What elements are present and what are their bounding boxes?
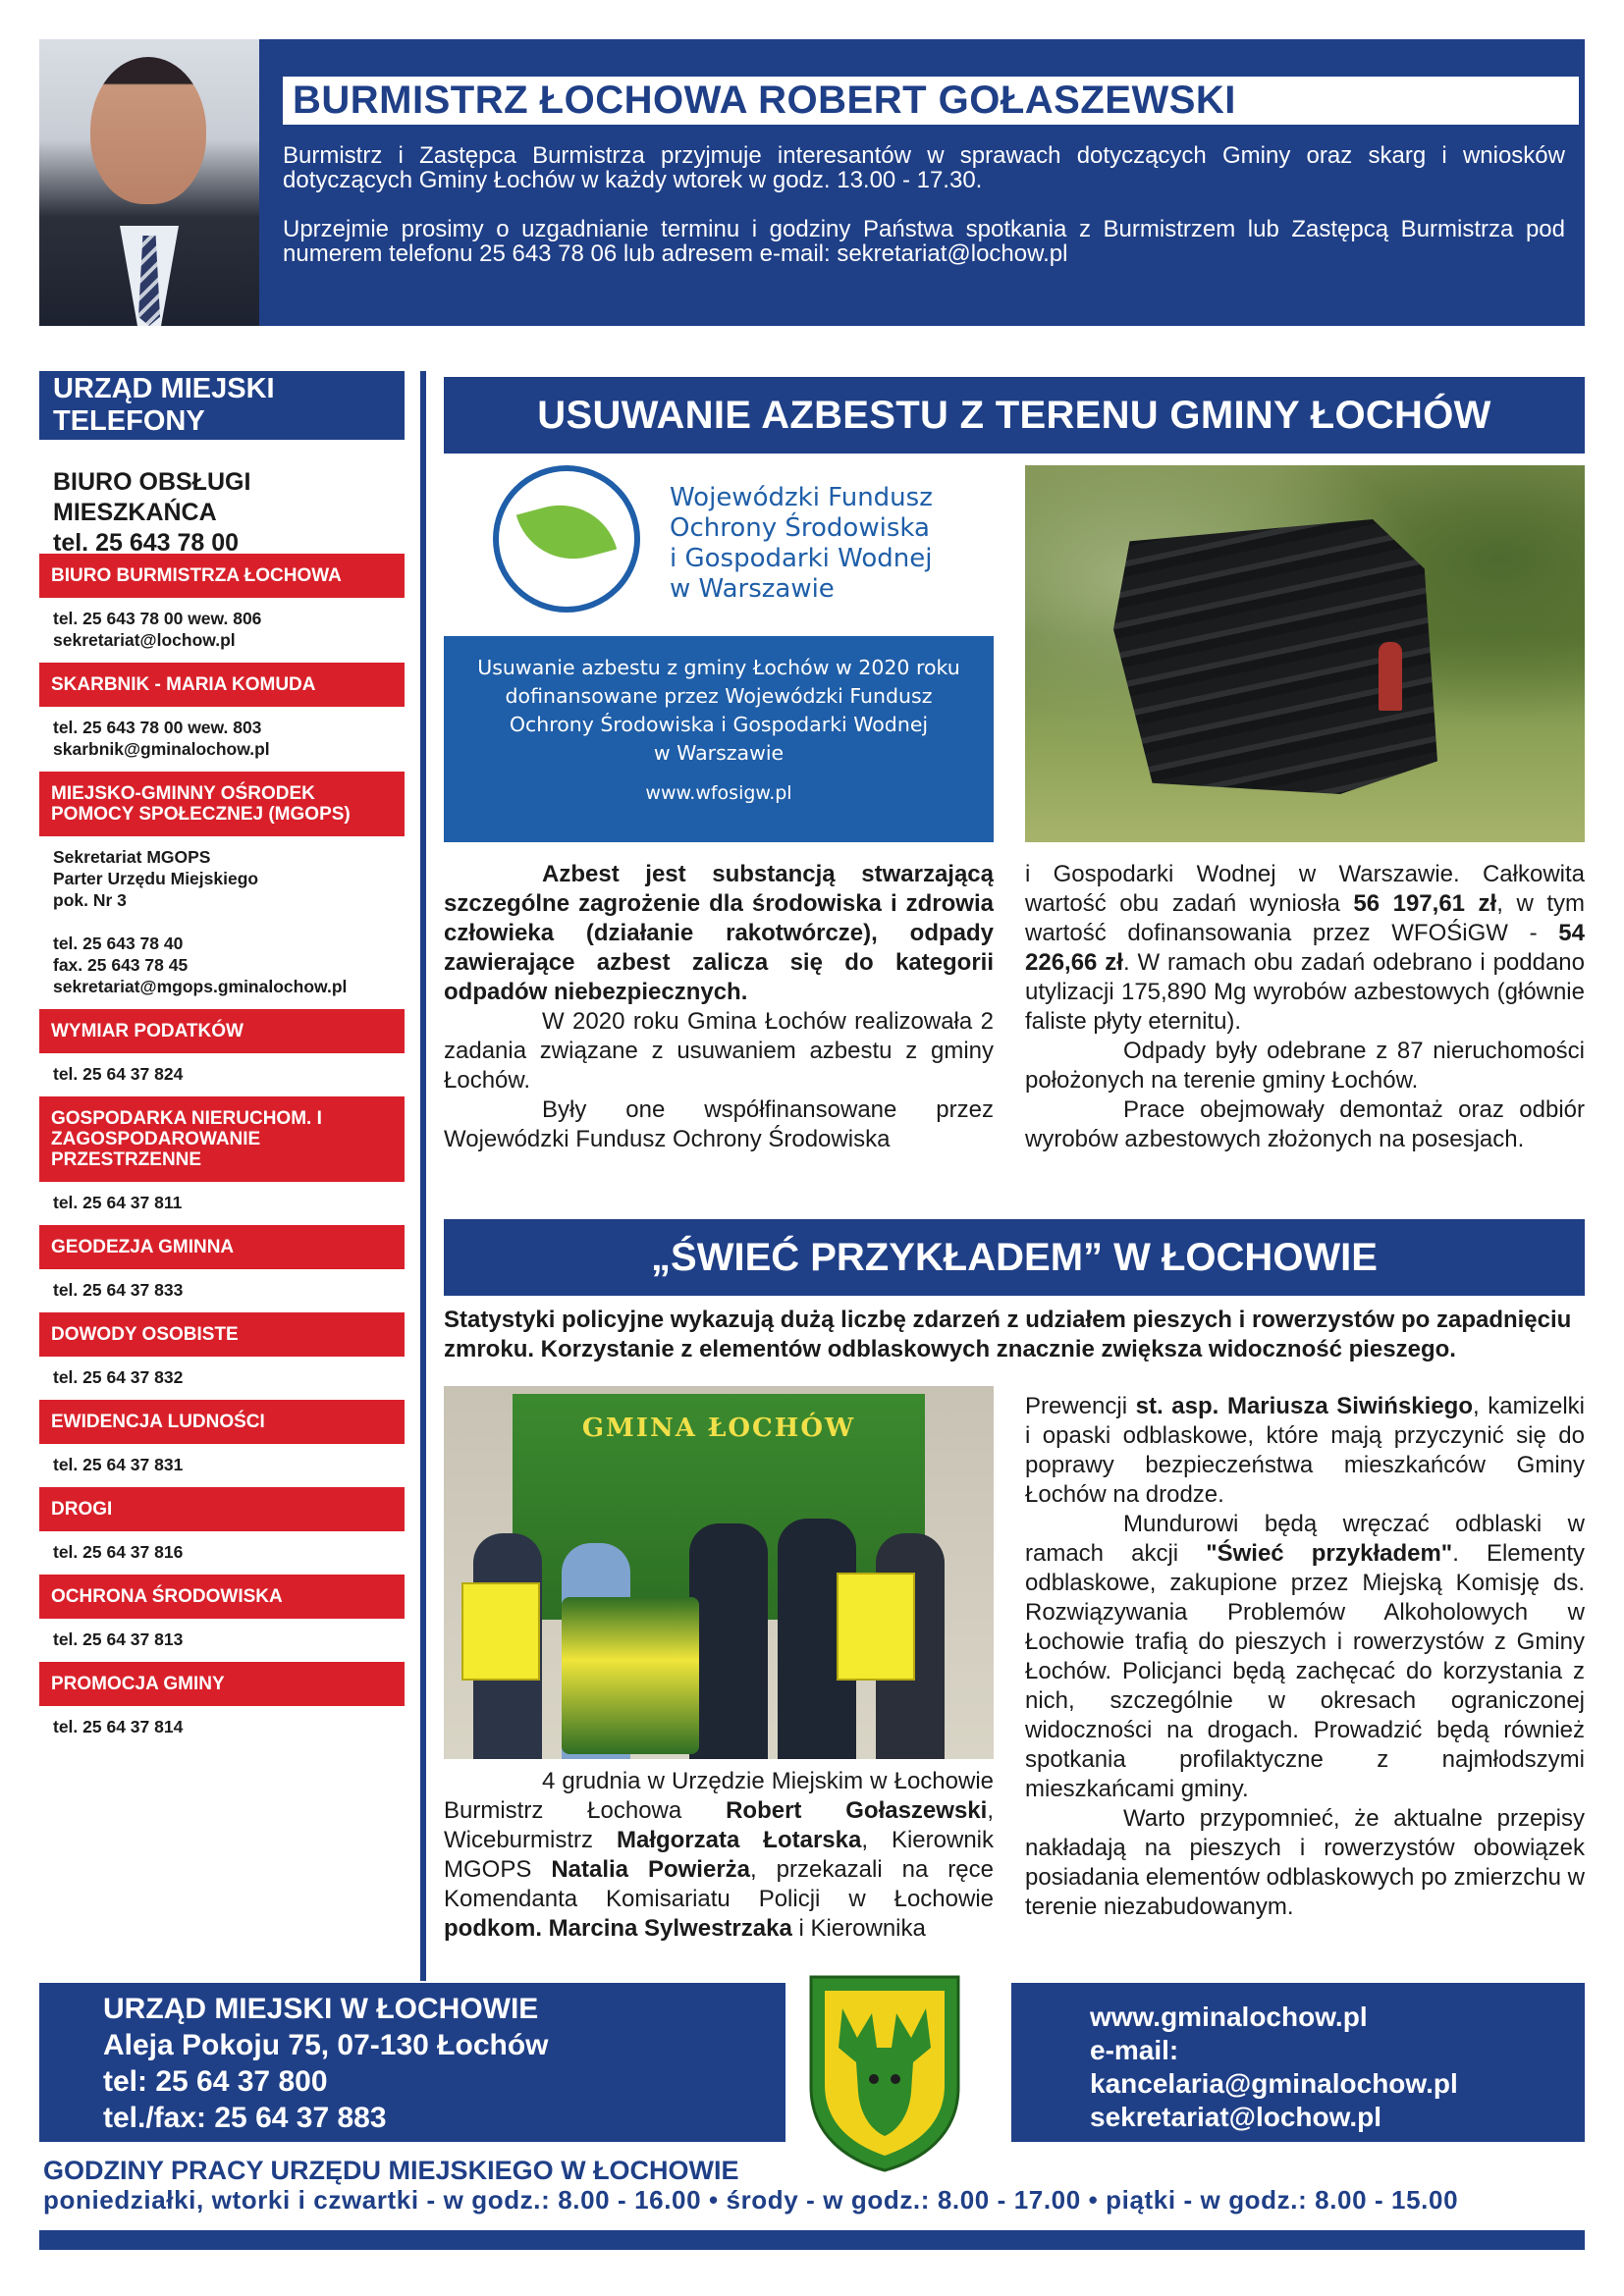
logo-line: w Warszawie [670,574,835,604]
swiec-paragraph [1025,1392,1585,1510]
asbestos-paragraph: Prace obejmowały demontaż oraz odbiór wyrobów azbestowych złożonych na posesjach. [1025,1096,1585,1152]
swiec-title: „ŚWIEĆ PRZYKŁADEM” W ŁOCHOWIE [444,1219,1585,1296]
bottom-strip [39,2230,1585,2250]
sidebar-title: URZĄD MIEJSKI TELEFONY [39,371,405,440]
sidebar-section-heading: OCHRONA ŚRODOWISKA [39,1575,405,1619]
footer-contact [1090,2001,1458,2134]
asbestos-lead: Azbest jest substancją stwarzającą szczególne zagrożenie dla środowiska i zdrowia człowieka (działanie rakotwórcze), odpady zawierające azbest zalicza się do kategorii odpadów niebezpiecznych. [444,861,994,1005]
email-link[interactable]: sekretariat@lochow.pl [1090,2102,1382,2132]
asbestos-paragraph: W 2020 roku Gmina Łochów realizowała 2 zadania związane z usuwaniem azbestu z gminy Łochów. [444,1008,994,1094]
swiec-lead: Statystyki policyjne wykazują dużą liczbę zdarzeń z udziałem pieszych i rowerzystów po zapadnięciu zmroku. Korzystanie z elementów odblaskowych znacznie zwiększa widoczność pieszego. [444,1307,1572,1362]
reflective-vest [837,1573,915,1681]
sidebar-sections [39,554,405,1749]
header-top-strip [39,39,1585,73]
sidebar-section-heading: WYMIAR PODATKÓW [39,1009,405,1053]
sidebar-info-line: pok. Nr 3 [53,890,127,910]
gmina-banner-text: GMINA ŁOCHÓW [581,1414,856,1443]
office-fax: tel./fax: 25 64 37 883 [103,2102,387,2134]
name-bold: Natalia Powierża [551,1856,751,1883]
header-paragraph: Burmistrz i Zastępca Burmistrza przyjmuje interesantów w sprawach dotyczących Gminy oraz skarg i wniosków dotyczących Gminy Łochów w każdy wtorek w godz. 13.00 - 17.30. [283,142,1565,193]
sidebar-info-line: sekretariat@mgops.gminalochow.pl [53,977,348,996]
page-title: BURMISTRZ ŁOCHOWA ROBERT GOŁASZEWSKI [283,77,1579,125]
header-paragraph: Uprzejmie prosimy o uzgadnianie terminu i godziny Państwa spotkania z Burmistrzem lub Zastępcą Burmistrza pod numerem telefonu 25 643 78 06 lub adresem e-mail: sekretariat@lochow.pl [283,216,1565,267]
text-run: i Gospodarki Wodnej w Warszawie. Całkowita wartość obu zadań wyniosła [1025,861,1585,917]
asbestos-paragraph [444,860,994,1007]
text-run: , w tym wartość dofinansowania przez WFOŚiGW - [1025,890,1585,946]
sidebar-info-line: tel. 25 64 37 814 [53,1717,184,1736]
asbestos-paragraph [1025,860,1585,1037]
reflective-vest [461,1582,540,1681]
text-run: Mundurowi będą wręczać odblaski w ramach akcji [1025,1511,1585,1567]
header-text [283,143,1565,291]
sidebar-info-line: skarbnik@gminalochow.pl [53,739,270,759]
coat-of-arms-icon [803,1969,966,2175]
office-address: Aleja Pokoju 75, 07-130 Łochów [103,2029,549,2061]
sidebar-info-line: tel. 25 64 37 813 [53,1629,184,1649]
mayor-photo-face [90,57,206,204]
person [689,1523,768,1759]
swiec-paragraph: Warto przypomnieć, że aktualne przepisy nakładają na pieszych i rowerzystów obowiązek posiadania elementów odblaskowych po zmierzchu w terenie niezabudowanym. [1025,1805,1585,1920]
sidebar-office [39,440,405,557]
asbestos-column-1 [444,860,994,1154]
name-bold: podkom. Marcina Sylwestrzaka [444,1915,792,1942]
sidebar-section-heading: MIEJSKO-GMINNY OŚRODEK POMOCY SPOŁECZNEJ (MGOPS) [39,772,405,836]
sidebar-section-info [39,1182,405,1225]
name-bold: Robert Gołaszewski [726,1797,988,1824]
swiec-column-1 [444,1767,994,1944]
logo-line: Wojewódzki Fundusz [670,483,933,512]
text-run: i Kierownika [791,1915,926,1942]
sidebar-section-heading: DOWODY OSOBISTE [39,1312,405,1357]
sidebar-info-line: fax. 25 643 78 45 [53,955,189,975]
sidebar-section-info [39,1053,405,1096]
sidebar-info-line: tel. 25 64 37 824 [53,1064,184,1084]
sidebar-info-line: sekretariat@lochow.pl [53,630,236,650]
sidebar-section-info [39,1706,405,1749]
sidebar-info-line: tel. 25 64 37 816 [53,1542,184,1562]
promo-stand [562,1597,699,1754]
sidebar-info-line: Parter Urzędu Miejskiego [53,869,259,888]
banner-line: Ochrony Środowiska i Gospodarki Wodnej [509,713,929,736]
email-link[interactable]: kancelaria@gminalochow.pl [1090,2068,1458,2099]
sidebar-section-info [39,707,405,772]
banner-line: Usuwanie azbestu z gminy Łochów w 2020 roku [477,656,960,679]
office-name: BIURO OBSŁUGI MIESZKAŃCA [53,468,251,526]
sidebar-info-line: tel. 25 643 78 00 wew. 806 [53,609,262,628]
sidebar-section-heading: GOSPODARKA NIERUCHOM. I ZAGOSPODAROWANIE PRZESTRZENNE [39,1096,405,1182]
wfos-logo [444,465,994,632]
sidebar-info-line: tel. 25 64 37 833 [53,1280,184,1300]
text-run: , Wiceburmistrz [444,1797,994,1853]
mayor-photo [39,39,259,326]
asbestos-title: USUWANIE AZBESTU Z TERENU GMINY ŁOCHÓW [444,377,1585,454]
sidebar-section-heading: PROMOCJA GMINY [39,1662,405,1706]
campaign-name: "Świeć przykładem" [1206,1540,1453,1567]
sidebar-section-heading: SKARBNIK - MARIA KOMUDA [39,663,405,707]
sidebar-info-line: Sekretariat MGOPS [53,847,211,867]
name-bold: Małgorzata Łotarska [616,1827,862,1853]
hours-text: poniedziałki, wtorki i czwartki - w godz.: 8.00 - 16.00 • środy - w godz.: 8.00 - 17.00 • piątki - w godz.: 8.00 - 15.00 [43,2185,1459,2215]
email-label: e-mail: [1090,2035,1179,2065]
sidebar-section-info [39,836,405,1009]
total-value: 56 197,61 zł [1353,890,1497,917]
sidebar-section-heading: EWIDENCJA LUDNOŚCI [39,1400,405,1444]
asbestos-paragraph: Odpady były odebrane z 87 nieruchomości położonych na terenie gminy Łochów. [1025,1038,1585,1094]
sidebar-info-line: tel. 25 643 78 00 wew. 803 [53,718,262,737]
asbestos-paragraph: Były one współfinansowane przez Wojewódzki Fundusz Ochrony Środowiska [444,1096,994,1152]
office-name: URZĄD MIEJSKI W ŁOCHOWIE [103,1993,539,2025]
office-phone: tel. 25 643 78 00 [53,529,240,557]
text-run: , kamizelki i opaski odblaskowe, które mają przyczynić się do poprawy bezpieczeństwa mieszkańców Gminy Łochów na drodze. [1025,1393,1585,1508]
wfos-url-link[interactable]: www.wfosigw.pl [645,782,792,804]
sidebar-info-line: tel. 25 643 78 40 [53,934,184,953]
funding-value: 54 226,66 zł [1025,920,1585,976]
swiec-photo [444,1386,994,1759]
sidebar-section-info [39,1444,405,1487]
sidebar-info-line: tel. 25 64 37 811 [53,1193,183,1212]
sidebar-section-info [39,598,405,663]
text-run: 4 grudnia w Urzędzie Miejskim w Łochowie Burmistrz Łochowa [444,1768,994,1824]
hours-title: GODZINY PRACY URZĘDU MIEJSKIEGO W ŁOCHOWIE [43,2156,739,2185]
footer-address [103,1991,549,2136]
website-link[interactable]: www.gminalochow.pl [1090,2002,1368,2032]
wfos-logo-text [670,483,984,605]
sidebar-section-info [39,1531,405,1575]
banner-line: w Warszawie [653,741,785,765]
swiec-paragraph [444,1767,994,1944]
sidebar-section-heading: DROGI [39,1487,405,1531]
sidebar-info-line: tel. 25 64 37 831 [53,1455,184,1474]
sidebar-section-heading: GEODEZJA GMINNA [39,1225,405,1269]
sidebar-info-line: tel. 25 64 37 832 [53,1367,184,1387]
wfos-funding-banner [444,636,994,842]
logo-line: Ochrony Środowiska [670,513,930,543]
sidebar-section-info [39,1357,405,1400]
sidebar [39,371,405,1749]
swiec-paragraph [1025,1510,1585,1804]
banner-line: dofinansowane przez Wojewódzki Fundusz [505,684,933,708]
text-run: . Elementy odblaskowe, zakupione przez Miejską Komisję ds. Rozwiązywania Problemów Alkoholowych w Łochowie trafią do pieszych i rowerzystów z Gminy Łochów. Policjanci będą zachęcać do korzystania z nich, szczególnie w okresach ograniczonej widoczności na drogach. Prowadzić będą również spotkania profilaktyczne z najmłodszymi mieszkańcami gminy. [1025,1540,1585,1802]
sidebar-info-line [53,911,391,933]
sidebar-divider [420,371,426,1981]
text-run: , przekazali na ręce Komendanta Komisariatu Policji w Łochowie [444,1856,994,1912]
hydrant [1379,642,1402,711]
text-run: Prewencji [1025,1393,1136,1419]
logo-line: i Gospodarki Wodnej [670,544,933,573]
office-phone: tel: 25 64 37 800 [103,2065,328,2098]
asbestos-photo [1025,465,1585,842]
asbestos-column-2 [1025,860,1585,1154]
sidebar-section-info [39,1619,405,1662]
sidebar-section-heading: BIURO BURMISTRZA ŁOCHOWA [39,554,405,598]
text-run: . W ramach obu zadań odebrano i poddano utylizacji 175,890 Mg wyrobów azbestowych (głównie faliste płyty eternitu). [1025,949,1585,1035]
swiec-column-2 [1025,1392,1585,1922]
sidebar-section-info [39,1269,405,1312]
name-bold: st. asp. Mariusza Siwińskiego [1135,1393,1473,1419]
text-run: , Kierownik MGOPS [444,1827,994,1883]
